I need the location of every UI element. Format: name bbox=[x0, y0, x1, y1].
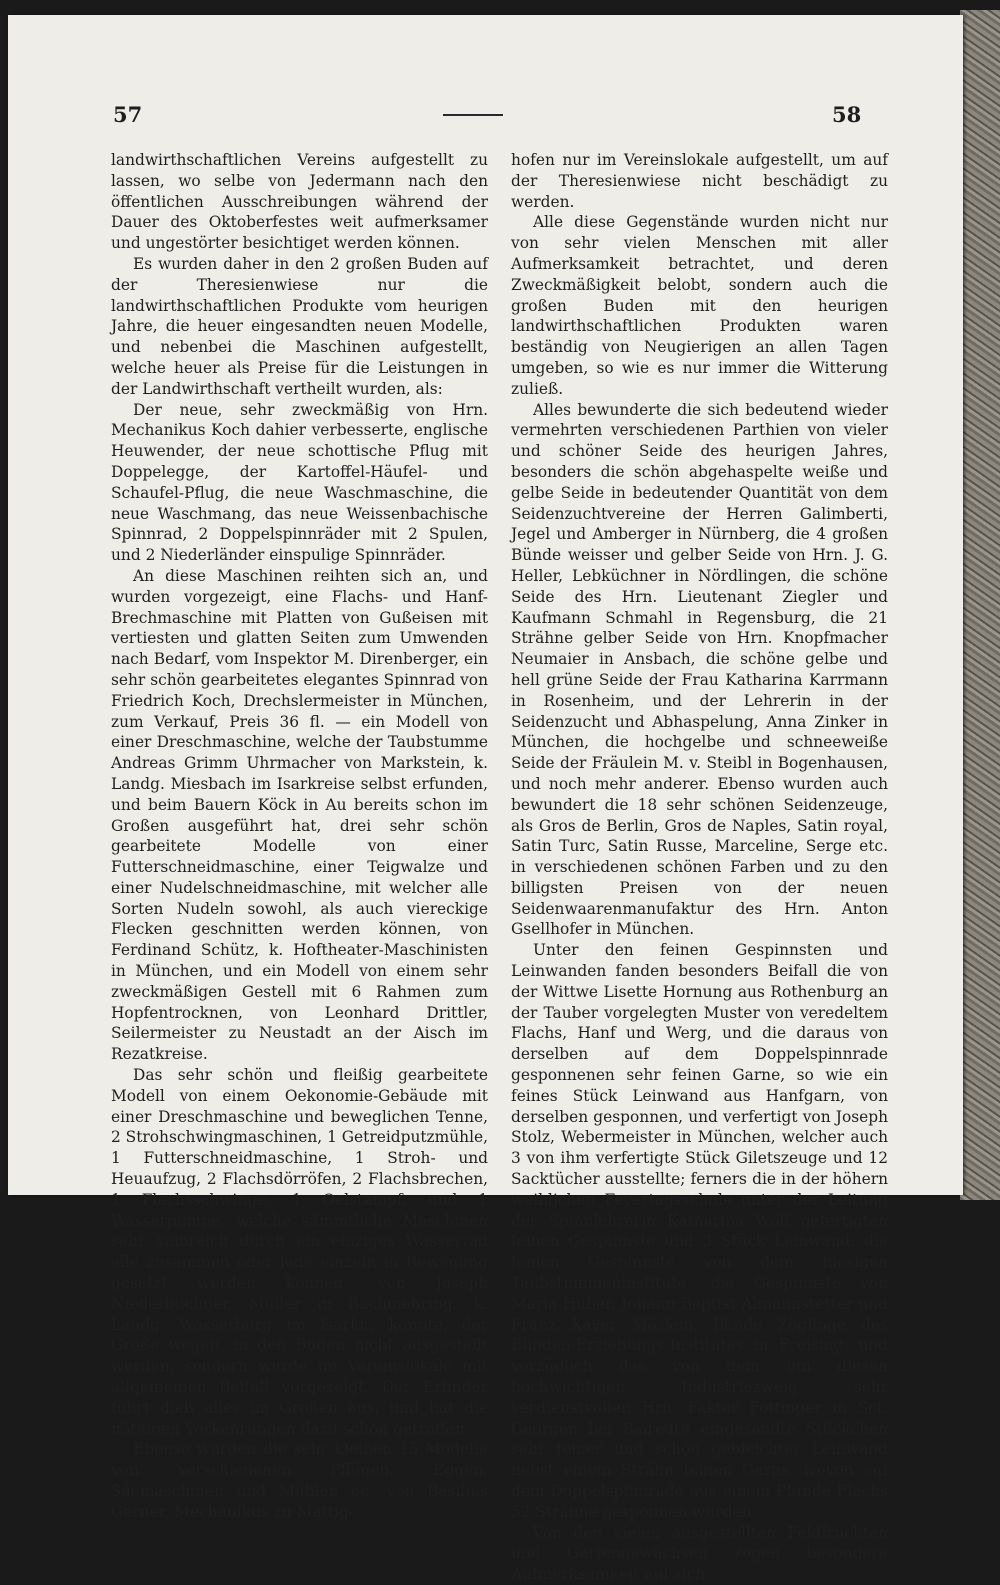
left-page-number: 57 bbox=[113, 102, 143, 127]
right-page-number: 58 bbox=[832, 102, 862, 127]
paragraph: Von den vielen ausgestellten Feldfrüchten und Gartengewächsen zogen besondere Aufmerksamkeit auf sich: bbox=[511, 1523, 888, 1584]
paragraph: Der neue, sehr zweckmäßig von Hrn. Mechanikus Koch dahier verbesserte, englische Heuwender, der neue schottische Pflug mit Doppelegge, der Kartoffel-Häufel- und Schaufel-Pflug, die neue Waschmaschine, die neue Waschmang, das neue Weissenbachische Spinnrad, 2 Doppelspinnräder mit 2 Spulen, und 2 Niederländer einspulige Spinnräder. bbox=[111, 400, 488, 565]
right-column bbox=[511, 150, 888, 1585]
paragraph: Es wurden daher in den 2 großen Buden auf der Theresienwiese nur die landwirthschaftlichen Produkte vom heurigen Jahre, die heuer eingesandten neuen Modelle, und nebenbei die Maschinen aufgestellt, welche heuer als Preise für die Leistungen in der Landwirthschaft vertheilt wurden, als: bbox=[111, 254, 488, 398]
paragraph: hofen nur im Vereinslokale aufgestellt, um auf der Theresienwiese nicht beschädigt zu werden. bbox=[511, 151, 888, 211]
paragraph: landwirthschaftlichen Vereins aufgestellt zu lassen, wo selbe von Jedermann nach den öffentlichen Ausschreibungen während der Dauer des Oktoberfestes weit aufmerksamer und ungestörter besichtiget werden können. bbox=[111, 151, 488, 253]
paragraph: Das sehr schön und fleißig gearbeitete Modell von einem Oekonomie-Gebäude mit einer Dreschmaschine und beweglichen Tenne, 2 Strohschwingmaschinen, 1 Getreidputzmühle, 1 Futterschneidmaschine, 1 Stroh- und Heuaufzug, 2 Flachsdörröfen, 2 Flachsbrechen, 1 Flachsschwinge, 1 Oelstampf, und 1 Wasserpumpe, welche sämmtliche Maschinen sehr sinnreich durch ein einziges Wasserrad alle zusammen oder jede einzeln in Bewegung gesetzt werden können, von Joseph Niederbuchner, Müller in Bachmehring, k. Landg. Wasserburg im Isarkr., konnte, der Größe wegen, in den Buden nicht ausgestellt werden, sondern wurde im Vereinslokale mit allgemeinen Beifall vorgezeigt. Der Erfinder führt dieß alles im Großen aus, und hat die nöthigen Vorkehrungen dazu schon getroffen. bbox=[111, 1066, 488, 1438]
header-rule bbox=[443, 114, 503, 116]
paragraph: Ebenso wurden die sehr kleinen 15 Modelle von verschiedenen Pflügen, Eggen, Säemaschinen und Mühlen ec. von Basilius Gerner, Mechanikus zu Mattig- bbox=[111, 1440, 488, 1521]
left-column bbox=[111, 150, 488, 1523]
paragraph: An diese Maschinen reihten sich an, und wurden vorgezeigt, eine Flachs- und Hanf-Brechmaschine mit Platten von Gußeisen mit vertiesten und glatten Seiten zum Umwenden nach Bedarf, vom Inspektor M. Direnberger, ein sehr schön gearbeitetes elegantes Spinnrad von Friedrich Koch, Drechslermeister in München, zum Verkauf, Preis 36 fl. — ein Modell von einer Dreschmaschine, welche der Taubstumme Andreas Grimm Uhrmacher von Markstein, k. Landg. Miesbach im Isarkreise selbst erfunden, und beim Bauern Köck in Au bereits schon im Großen ausgeführt hat, drei sehr schön gearbeitete Modelle von einer Futterschneidmaschine, einer Teigwalze und einer Nudelschneidmaschine, mit welcher alle Sorten Nudeln sowohl, als auch viereckige Flecken geschnitten werden können, von Ferdinand Schütz, k. Hoftheater-Maschinisten in München, und ein Modell von einem sehr zweckmäßigen Gestell mit 6 Rahmen zum Hopfentrocknen, von Leonhard Drittler, Seilermeister zu Neustadt an der Aisch im Rezatkreise. bbox=[111, 566, 488, 1064]
paragraph: Alles bewunderte die sich bedeutend wieder vermehrten verschiedenen Parthien von vieler und schöner Seide des heurigen Jahres, besonders die schön abgehaspelte weiße und gelbe Seide in bedeutender Quantität von dem Seidenzuchtvereine der Herren Galimberti, Jegel und Amberger in Nürnberg, die 4 großen Bünde weisser und gelber Seide von Hrn. J. G. Heller, Lebküchner in Nördlingen, die schöne Seide des Hrn. Lieutenant Ziegler und Kaufmann Schmahl in Regensburg, die 21 Strähne gelber Seide von Hrn. Knopfmacher Neumaier in Ansbach, die schöne gelbe und hell grüne Seide der Frau Katharina Karrmann in Rosenheim, und der Lehrerin in der Seidenzucht und Abhaspelung, Anna Zinker in München, die hochgelbe und schneeweiße Seide der Fräulein M. v. Steibl in Bogenhausen, und noch mehr anderer. Ebenso wurden auch bewundert die 18 sehr schönen Seidenzeuge, als Gros de Berlin, Gros de Naples, Satin royal, Satin Turc, Satin Russe, Marceline, Serge etc. in verschiedenen schönen Farben und zu den billigsten Preisen von der neuen Seidenwaarenmanufaktur des Hrn. Anton Gsellhofer in München. bbox=[511, 400, 888, 939]
paragraph: Alle diese Gegenstände wurden nicht nur von sehr vielen Menschen mit aller Aufmerksamkeit betrachtet, und deren Zweckmäßigkeit belobt, sondern auch die großen Buden mit den heurigen landwirthschaftlichen Produkten waren beständig von Neugierigen an allen Tagen umgeben, so wie es nur immer die Witterung zuließ. bbox=[511, 213, 888, 398]
paragraph: Unter den feinen Gespinnsten und Leinwanden fanden besonders Beifall die von der Wittwe Lisette Hornung aus Rothenburg an der Tauber vorgelegten Muster von veredeltem Flachs, Hanf und Werg, und die daraus von derselben auf dem Doppelspinnrade gesponnenen sehr feinen Garne, so wie ein feines Stück Leinwand aus Hanfgarn, von derselben gesponnen, und verfertigt von Joseph Stolz, Webermeister in München, welcher auch 3 von ihm verfertigte Stück Giletszeuge und 12 Sacktücher ausstellte; ferners die in der höhern weiblichen Feyertagsschule unter der Leitung der Spinnlehrerin Katharina Wolf gefertigten feinen Gespinnste und 3 Stück Leinwand; die feinen Gespinnste von dem hiesigen Taubstummeninstitute, die Gespinnste von Maria Huber, Johann Baptist Almannstetter und Franz Xaver Möslein, blinde Zöglinge des Blinden-Erziehungs-Institutes in Freising, und vorzüglich das von dem um diesen hochwichtigen Industriezweig sehr verdienstvollen Hrn. Faktor Föttinger in Sct. Georgen bei Baireuth eingesandte Stückchen sehr feiner und schön gebleichter Leinwand nebst einem Strähn feinen Garns, wovon auf dem Doppelspinnrade aus einem Pfunde Flachs 52 Strähne gesponnen wurden. bbox=[511, 941, 888, 1521]
marbled-book-edge bbox=[960, 10, 1000, 1200]
